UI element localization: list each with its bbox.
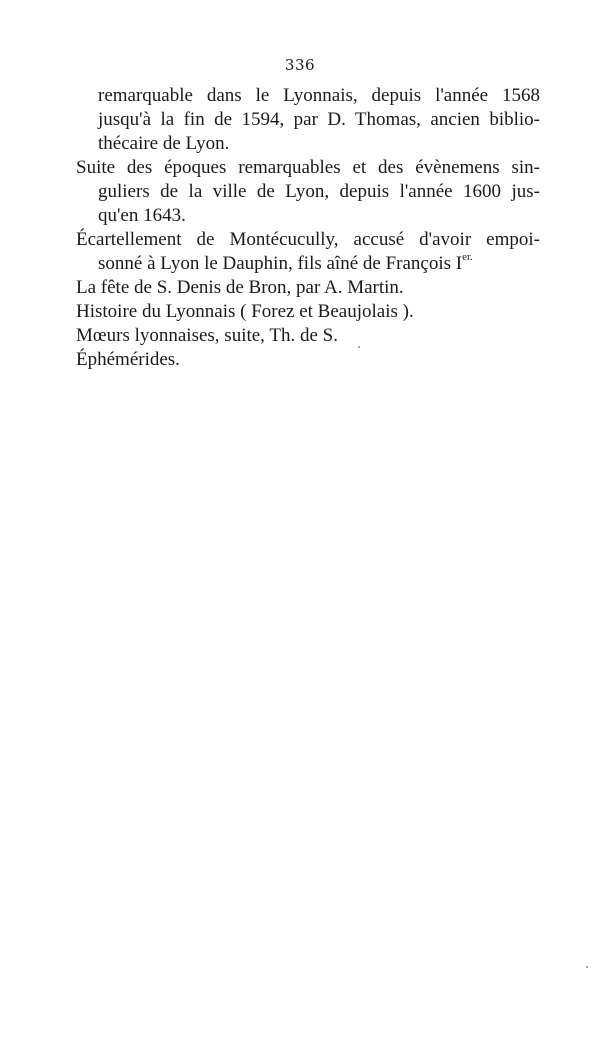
toc-entry-moeurs-lyonnaises: [76, 324, 540, 348]
entry-line: jusqu'à la fin de 1594, par D. Thomas, ancien biblio-: [98, 109, 540, 130]
entry-line: Écartellement de Montécucully, accusé d'avoir empoi-: [76, 229, 540, 250]
entry-line-with-superscript: [76, 252, 540, 276]
paper-speck: [586, 966, 588, 968]
entry-line: Éphémérides.: [76, 349, 180, 370]
toc-entry-histoire-lyonnais: [76, 300, 540, 324]
entry-line: Mœurs lyonnaises, suite, Th. de S.: [76, 325, 338, 346]
entry-line: guliers de la ville de Lyon, depuis l'année 1600 jus-: [98, 181, 540, 202]
superscript: er.: [462, 250, 473, 263]
paper-speck: [358, 346, 360, 348]
toc-entry-suite-epoques: [76, 156, 540, 228]
toc-entry-lyonnais-1568: [76, 84, 540, 156]
entry-line: thécaire de Lyon.: [98, 133, 230, 154]
toc-entry-ecartellement: [76, 228, 540, 276]
entry-line: remarquable dans le Lyonnais, depuis l'année 1568: [98, 85, 540, 106]
entry-line: Histoire du Lyonnais ( Forez et Beaujolais ).: [76, 301, 414, 322]
page-number: 336: [284, 56, 316, 74]
entry-line: Suite des époques remarquables et des évènemens sin-: [76, 157, 540, 178]
entry-line: qu'en 1643.: [98, 205, 186, 226]
toc-entry-fete-saint-denis: [76, 276, 540, 300]
entry-line-text: sonné à Lyon le Dauphin, fils aîné de François I: [98, 253, 463, 274]
table-of-contents: [76, 84, 540, 372]
toc-entry-ephemerides: [76, 348, 540, 372]
entry-line: La fête de S. Denis de Bron, par A. Martin.: [76, 277, 404, 298]
